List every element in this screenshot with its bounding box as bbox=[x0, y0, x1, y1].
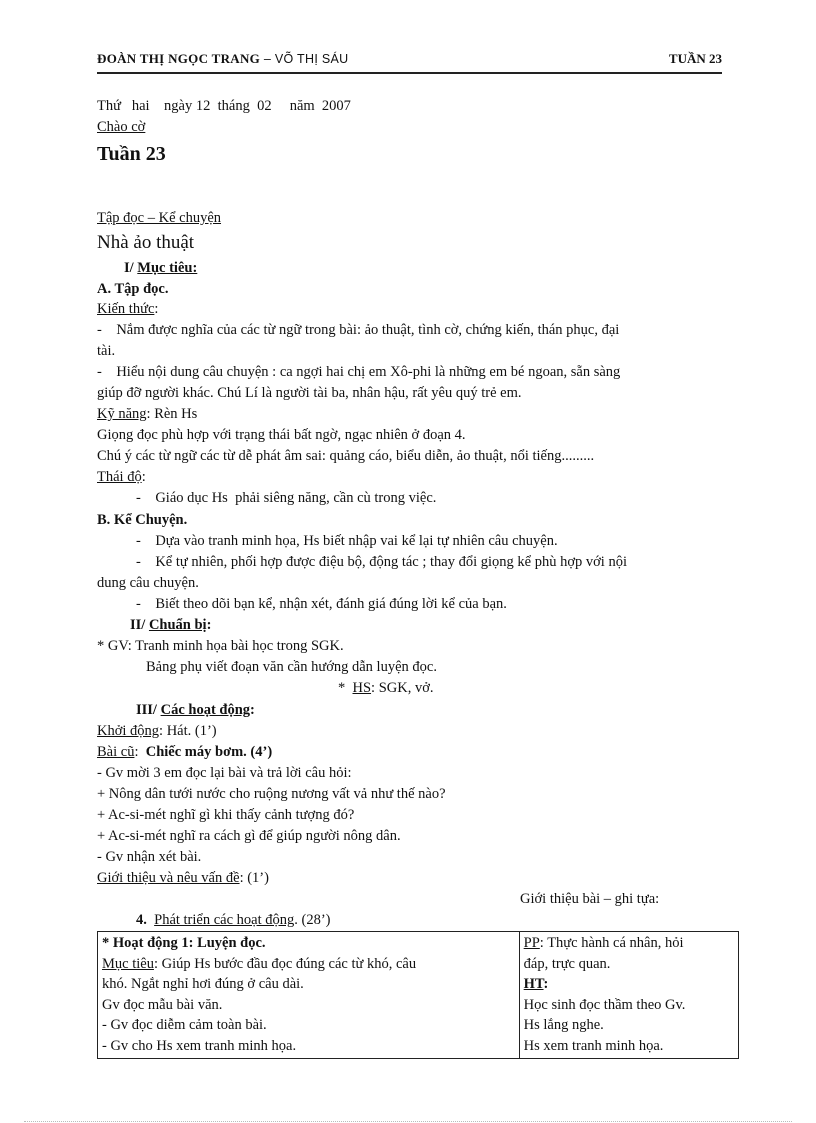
gv-line-1: * GV: Tranh minh họa bài học trong SGK. bbox=[97, 638, 344, 654]
hs-label: HS bbox=[352, 680, 372, 696]
header-author-bold: ĐOÀN THỊ NGỌC TRANG bbox=[97, 51, 261, 66]
ht-label: HT bbox=[523, 976, 544, 992]
student-line-4: Hs lắng nghe. bbox=[523, 1017, 604, 1033]
muc-tieu-line bbox=[102, 954, 515, 975]
pp-line-2: đáp, trực quan. bbox=[523, 955, 611, 972]
kien-thuc-colon: : bbox=[154, 301, 159, 317]
bc-line-2: + Nông dân tưới nước cho ruộng nương vất vả như thế nào? bbox=[97, 786, 446, 802]
td-line-1: - Giáo dục Hs phải siêng năng, cần cù trong việc. bbox=[136, 490, 437, 506]
muc-tieu-label: Mục tiêu bbox=[102, 955, 154, 972]
b-line-3: - Biết theo dõi bạn kể, nhận xét, đánh giá đúng lời kể của bạn. bbox=[136, 596, 507, 612]
section-3-heading bbox=[136, 700, 255, 720]
ht-line bbox=[524, 974, 734, 995]
hs-star: * bbox=[338, 680, 353, 696]
section-2-number: II/ bbox=[130, 617, 149, 633]
section-3-title: Các hoạt động bbox=[160, 702, 251, 718]
kien-thuc-label bbox=[97, 299, 158, 319]
student-line-5: Hs xem tranh minh họa. bbox=[523, 1037, 664, 1054]
ky-nang-label: Kỹ năng bbox=[97, 406, 147, 422]
thai-do-label bbox=[97, 467, 146, 487]
kt-line-1b: tài. bbox=[97, 343, 116, 359]
bc-line-1: - Gv mời 3 em đọc lại bài và trả lời câu hỏi: bbox=[97, 765, 352, 781]
gioi-thieu-right: Giới thiệu bài – ghi tựa: bbox=[520, 891, 660, 907]
activity-table bbox=[97, 931, 739, 1059]
hs-line bbox=[338, 678, 434, 698]
bai-cu-colon: : bbox=[134, 744, 146, 760]
section-4-title: Phát triển các hoạt động bbox=[154, 912, 295, 928]
section-2-colon: : bbox=[206, 617, 212, 633]
bai-cu-label: Bài cũ bbox=[97, 744, 135, 760]
section-3-number: III/ bbox=[136, 702, 161, 718]
kt-line-2b: giúp đỡ người khác. Chú Lí là người tài ba, nhân hậu, rất yêu quý trẻ em. bbox=[97, 385, 522, 401]
b-line-1: - Dựa vào tranh minh họa, Hs biết nhập vai kể lại tự nhiên câu chuyện. bbox=[136, 533, 558, 549]
ky-nang-line bbox=[97, 404, 197, 424]
header-week: TUẦN 23 bbox=[668, 51, 722, 66]
activity-cell-student bbox=[519, 932, 738, 1059]
hs-rest: : SGK, vở. bbox=[371, 680, 434, 696]
ht-colon: : bbox=[543, 976, 549, 992]
bc-line-4: + Ac-si-mét nghĩ ra cách gì để giúp người nông dân. bbox=[97, 828, 401, 844]
page-header bbox=[97, 48, 722, 74]
section-2-heading bbox=[130, 615, 211, 635]
gv-line-2: Bảng phụ viết đoạn văn cần hướng dẫn luyện đọc. bbox=[146, 659, 437, 675]
header-author bbox=[97, 51, 348, 67]
bai-cu-title: Chiếc máy bơm. (4’) bbox=[145, 744, 273, 760]
teacher-line-4: - Gv đọc diễm cảm toàn bài. bbox=[102, 1017, 267, 1033]
thai-do-text: Thái độ bbox=[97, 469, 142, 485]
part-b-heading: B. Kể Chuyện. bbox=[97, 512, 188, 528]
student-line-3: Học sinh đọc thầm theo Gv. bbox=[523, 996, 686, 1013]
table-row bbox=[98, 932, 739, 1059]
date-line: Thứ hai ngày 12 tháng 02 năm 2007 bbox=[97, 98, 351, 114]
teacher-line-5: - Gv cho Hs xem tranh minh họa. bbox=[102, 1037, 297, 1054]
teacher-line-3: Gv đọc mẫu bài văn. bbox=[102, 996, 223, 1013]
ky-nang-rest: : Rèn Hs bbox=[146, 406, 198, 422]
kn-line-1: Giọng đọc phù hợp với trạng thái bất ngờ, ngạc nhiên ở đoạn 4. bbox=[97, 427, 466, 443]
section-3-colon: : bbox=[250, 702, 255, 718]
section-1-title: Mục tiêu: bbox=[137, 260, 198, 276]
khoi-dong-label: Khởi động bbox=[97, 723, 160, 739]
kt-line-1: - Nắm được nghĩa của các từ ngữ trong bài: ảo thuật, tình cờ, chứng kiến, thán phục, đại bbox=[97, 322, 620, 338]
gioi-thieu-label: Giới thiệu và nêu vấn đề bbox=[97, 870, 240, 886]
muc-tieu-line-2: khó. Ngắt nghỉ hơi đúng ở câu dài. bbox=[102, 976, 304, 992]
section-1-number: I/ bbox=[124, 260, 138, 276]
bai-cu-line bbox=[97, 742, 272, 762]
activity-heading: * Hoạt động 1: Luyện đọc. bbox=[102, 935, 266, 951]
kt-line-2: - Hiểu nội dung câu chuyện : ca ngợi hai chị em Xô-phi là những em bé ngoan, sẵn sàng bbox=[97, 364, 621, 380]
section-4-number: 4. bbox=[136, 912, 155, 928]
header-author-rest: – VÕ THỊ SÁU bbox=[260, 52, 349, 66]
section-1-heading bbox=[124, 258, 197, 278]
pp-label: PP bbox=[523, 935, 540, 951]
section-2-title: Chuẩn bị bbox=[148, 617, 207, 633]
lesson-title: Nhà ảo thuật bbox=[97, 232, 195, 253]
page-bottom-divider bbox=[24, 1121, 792, 1122]
activity-cell-teacher bbox=[98, 932, 520, 1059]
bc-line-5: - Gv nhận xét bài. bbox=[97, 849, 202, 865]
khoi-dong-line bbox=[97, 721, 217, 741]
b-line-2b: dung câu chuyện. bbox=[97, 575, 199, 591]
pp-line bbox=[524, 933, 734, 954]
section-4-rest: . (28’) bbox=[294, 912, 331, 928]
khoi-dong-rest: : Hát. (1’) bbox=[159, 723, 217, 739]
week-title: Tuần 23 bbox=[97, 143, 166, 165]
subject-title: Tập đọc – Kể chuyện bbox=[97, 210, 222, 226]
muc-tieu-text: : Giúp Hs bước đầu đọc đúng các từ khó, câu bbox=[153, 955, 417, 972]
b-line-2: - Kể tự nhiên, phối hợp được điệu bộ, động tác ; thay đổi giọng kể phù hợp với nội bbox=[136, 554, 627, 570]
bc-line-3: + Ac-si-mét nghĩ gì khi thấy cảnh tượng đó? bbox=[97, 807, 355, 823]
gioi-thieu-rest: : (1’) bbox=[239, 870, 269, 886]
pp-text: : Thực hành cá nhân, hỏi bbox=[539, 935, 684, 951]
part-a-heading: A. Tập đọc. bbox=[97, 281, 169, 297]
gioi-thieu-line bbox=[97, 868, 269, 888]
kien-thuc-text: Kiến thức bbox=[97, 301, 155, 317]
kn-line-2: Chú ý các từ ngữ các từ dễ phát âm sai: quảng cáo, biểu diễn, ảo thuật, nổi tiếng......... bbox=[97, 448, 595, 464]
chao-co: Chào cờ bbox=[97, 119, 146, 135]
thai-do-colon: : bbox=[141, 469, 146, 485]
section-4-heading bbox=[136, 910, 331, 930]
